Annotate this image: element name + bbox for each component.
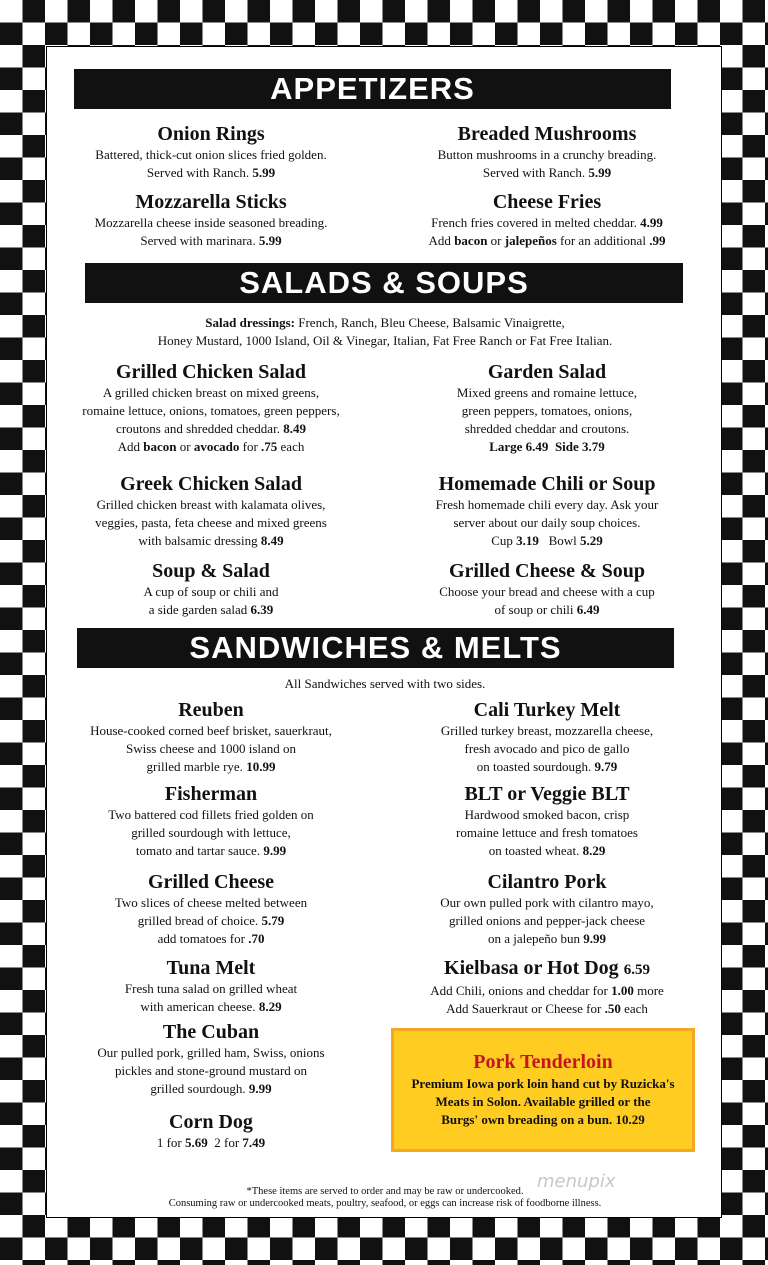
item-desc: Add	[428, 233, 451, 248]
breaded-mushrooms-item	[387, 123, 707, 182]
dressings-list: French, Ranch, Bleu Cheese, Balsamic Vinaigrette,	[298, 315, 565, 330]
cup-price: 3.19	[516, 533, 539, 548]
item-desc: green peppers, tomatoes, onions,	[461, 403, 633, 418]
item-desc: French fries covered in melted cheddar.	[431, 215, 637, 230]
item-name: The Cuban	[162, 1021, 260, 1043]
item-desc: Add Chili, onions and cheddar for	[430, 983, 608, 998]
addon-price: .70	[248, 931, 265, 946]
item-desc: Mozzarella cheese inside seasoned breading.	[94, 215, 328, 230]
sandwiches-banner	[77, 628, 674, 668]
dressings-label: Salad dressings:	[205, 315, 295, 330]
item-name: Greek Chicken Salad	[120, 473, 302, 495]
item-price: 5.69	[185, 1135, 208, 1150]
item-desc: grilled sourdough.	[150, 1081, 246, 1096]
item-desc: with american cheese.	[140, 999, 256, 1014]
large-price: Large 6.49	[489, 439, 549, 454]
item-desc: or	[179, 439, 191, 454]
item-price: 6.39	[250, 602, 274, 617]
cuban-item	[51, 1021, 371, 1098]
item-name: Fisherman	[164, 783, 258, 805]
item-desc: romaine lettuce and fresh tomatoes	[456, 825, 638, 840]
item-desc: of soup or chili	[494, 602, 574, 617]
item-desc: Choose your bread and cheese with a cup	[439, 584, 655, 599]
item-desc: romaine lettuce, onions, tomatoes, green peppers,	[82, 403, 340, 418]
item-desc: a side garden salad	[148, 602, 248, 617]
item-price: 9.99	[248, 1081, 272, 1096]
item-name: Garden Salad	[487, 361, 607, 383]
item-price: 5.99	[258, 233, 282, 248]
item-desc: Grilled chicken breast with kalamata olives,	[96, 497, 326, 512]
garden-salad-item	[387, 361, 707, 456]
item-name: Cheese Fries	[492, 191, 602, 213]
footnote	[47, 1186, 723, 1210]
item-desc: or	[490, 233, 502, 248]
item-price: 5.99	[588, 165, 612, 180]
addon-avocado: avocado	[193, 439, 240, 454]
item-desc: A cup of soup or chili and	[143, 584, 279, 599]
salads-title: SALADS & SOUPS	[239, 265, 529, 300]
item-name: Grilled Chicken Salad	[115, 361, 307, 383]
appetizers-title: APPETIZERS	[270, 71, 475, 106]
item-desc: A grilled chicken breast on mixed greens,	[102, 385, 320, 400]
tuna-melt-item	[51, 957, 371, 1016]
addon-price: .50	[604, 1001, 621, 1016]
salad-dressings	[47, 314, 723, 332]
menu-page	[46, 46, 722, 1218]
item-desc: tomato and tartar sauce.	[135, 843, 261, 858]
salads-banner	[85, 263, 683, 303]
pork-tenderloin-special	[391, 1028, 695, 1152]
item-desc: Two slices of cheese melted between	[114, 895, 308, 910]
addon-price: 1.00	[611, 983, 634, 998]
item-desc: shredded cheddar and croutons.	[464, 421, 630, 436]
item-name: Kielbasa or Hot Dog	[444, 957, 619, 979]
item-desc: Swiss cheese and 1000 island on	[125, 741, 297, 756]
salad-dressings-2	[47, 332, 723, 350]
cali-turkey-item	[387, 699, 707, 776]
item-desc: with balsamic dressing	[138, 533, 258, 548]
grilled-chicken-salad-item	[51, 361, 371, 456]
item-desc: on toasted sourdough.	[476, 759, 592, 774]
footnote-line: *These items are served to order and may be raw or undercooked.	[246, 1186, 524, 1197]
item-price: 8.29	[258, 999, 282, 1014]
addon-price: .75	[261, 439, 278, 454]
addon-bacon: bacon	[454, 233, 488, 248]
note-text: All Sandwiches served with two sides.	[284, 676, 486, 691]
item-desc: Served with Ranch.	[482, 165, 586, 180]
item-price: 9.99	[583, 931, 607, 946]
item-desc: each	[624, 1001, 648, 1016]
item-desc: grilled bread of choice.	[137, 913, 259, 928]
item-price: 8.49	[283, 421, 306, 436]
sandwiches-title: SANDWICHES & MELTS	[189, 630, 562, 665]
appetizers-banner	[74, 69, 671, 109]
item-desc: Meats in Solon. Available grilled or the	[435, 1094, 651, 1109]
item-name: Onion Rings	[157, 123, 265, 145]
reuben-item	[51, 699, 371, 776]
item-name: Corn Dog	[169, 1111, 253, 1133]
item-price: 4.99	[640, 215, 663, 230]
item-desc: grilled onions and pepper-jack cheese	[448, 913, 646, 928]
item-price: 6.59	[623, 962, 650, 978]
item-desc: Fresh tuna salad on grilled wheat	[124, 981, 298, 996]
grilled-cheese-item	[51, 871, 371, 948]
item-price: 8.49	[260, 533, 284, 548]
cheese-fries-item	[387, 191, 707, 250]
blt-item	[387, 783, 707, 860]
item-name: Breaded Mushrooms	[457, 123, 637, 145]
sandwiches-note	[47, 675, 723, 693]
item-desc: Burgs' own breading on a bun.	[441, 1112, 613, 1127]
item-desc: House-cooked corned beef brisket, sauerkraut,	[90, 723, 332, 738]
item-price: 5.79	[261, 913, 285, 928]
side-price: Side 3.79	[554, 439, 605, 454]
item-name: BLT or Veggie BLT	[464, 783, 630, 805]
item-desc: 1 for	[156, 1135, 182, 1150]
item-name: Grilled Cheese & Soup	[448, 560, 646, 582]
item-desc: each	[280, 439, 305, 454]
item-desc: Served with marinara.	[140, 233, 256, 248]
item-desc: Battered, thick-cut onion slices fried golden.	[95, 147, 327, 162]
item-desc: 2 for	[214, 1135, 240, 1150]
item-desc: Hardwood smoked bacon, crisp	[464, 807, 630, 822]
item-desc: add tomatoes for	[157, 931, 245, 946]
item-name: Reuben	[178, 699, 244, 721]
item-desc: Fresh homemade chili every day. Ask your	[435, 497, 659, 512]
watermark: menupix	[537, 1171, 616, 1192]
item-desc: veggies, pasta, feta cheese and mixed greens	[95, 515, 327, 530]
item-price: 8.29	[582, 843, 606, 858]
item-name: Pork Tenderloin	[473, 1051, 613, 1073]
item-name: Homemade Chili or Soup	[438, 473, 656, 495]
item-price: 7.49	[242, 1135, 266, 1150]
item-desc: Two battered cod fillets fried golden on	[108, 807, 314, 822]
item-name: Grilled Cheese	[147, 871, 275, 893]
item-name: Cilantro Pork	[487, 871, 607, 893]
item-name: Tuna Melt	[166, 957, 256, 979]
bowl-price: 5.29	[580, 533, 603, 548]
item-name: Cali Turkey Melt	[473, 699, 621, 721]
item-price: 5.99	[252, 165, 276, 180]
item-desc: server about our daily soup choices.	[453, 515, 641, 530]
cup-label: Cup	[491, 533, 513, 548]
addon-jalepenos: jalepeños	[504, 233, 557, 248]
grilled-cheese-soup-item	[387, 560, 707, 619]
item-price: 9.79	[594, 759, 618, 774]
item-desc: Our pulled pork, grilled ham, Swiss, onions	[97, 1045, 325, 1060]
item-desc: for an additional	[560, 233, 646, 248]
item-desc: Grilled turkey breast, mozzarella cheese,	[440, 723, 654, 738]
cilantro-pork-item	[387, 871, 707, 948]
item-desc: for	[242, 439, 258, 454]
item-desc: pickles and stone-ground mustard on	[114, 1063, 308, 1078]
fisherman-item	[51, 783, 371, 860]
item-price: 10.29	[615, 1112, 645, 1127]
item-desc: fresh avocado and pico de gallo	[464, 741, 630, 756]
dressings-list: Honey Mustard, 1000 Island, Oil & Vinegar, Italian, Fat Free Ranch or Fat Free Italian.	[157, 333, 613, 348]
item-price: 6.49	[576, 602, 600, 617]
mozzarella-sticks-item	[51, 191, 371, 250]
item-desc: on toasted wheat.	[488, 843, 580, 858]
addon-bacon: bacon	[143, 439, 177, 454]
soup-salad-item	[51, 560, 371, 619]
item-name: Mozzarella Sticks	[135, 191, 287, 213]
item-desc: Premium Iowa pork loin hand cut by Ruzicka's	[411, 1076, 675, 1091]
item-desc: on a jalepeño bun	[487, 931, 581, 946]
addon-price: .99	[649, 233, 666, 248]
item-desc: grilled marble rye.	[146, 759, 243, 774]
corn-dog-item	[51, 1111, 371, 1152]
item-desc: Served with Ranch.	[146, 165, 250, 180]
item-desc: Mixed greens and romaine lettuce,	[456, 385, 638, 400]
item-desc: grilled sourdough with lettuce,	[131, 825, 291, 840]
item-price: 9.99	[263, 843, 287, 858]
item-desc: Add	[117, 439, 141, 454]
item-desc: croutons and shredded cheddar.	[116, 421, 280, 436]
item-desc: Button mushrooms in a crunchy breading.	[437, 147, 657, 162]
item-price: 10.99	[246, 759, 276, 774]
chili-soup-item	[387, 473, 707, 550]
item-desc: Add Sauerkraut or Cheese for	[446, 1001, 602, 1016]
kielbasa-item	[387, 957, 707, 1018]
footnote-line: Consuming raw or undercooked meats, poultry, seafood, or eggs can increase risk of foodborne illness.	[168, 1198, 602, 1209]
greek-chicken-salad-item	[51, 473, 371, 550]
bowl-label: Bowl	[548, 533, 577, 548]
item-name: Soup & Salad	[152, 560, 270, 582]
item-desc: Our own pulled pork with cilantro mayo,	[440, 895, 654, 910]
item-desc: more	[637, 983, 664, 998]
onion-rings-item	[51, 123, 371, 182]
